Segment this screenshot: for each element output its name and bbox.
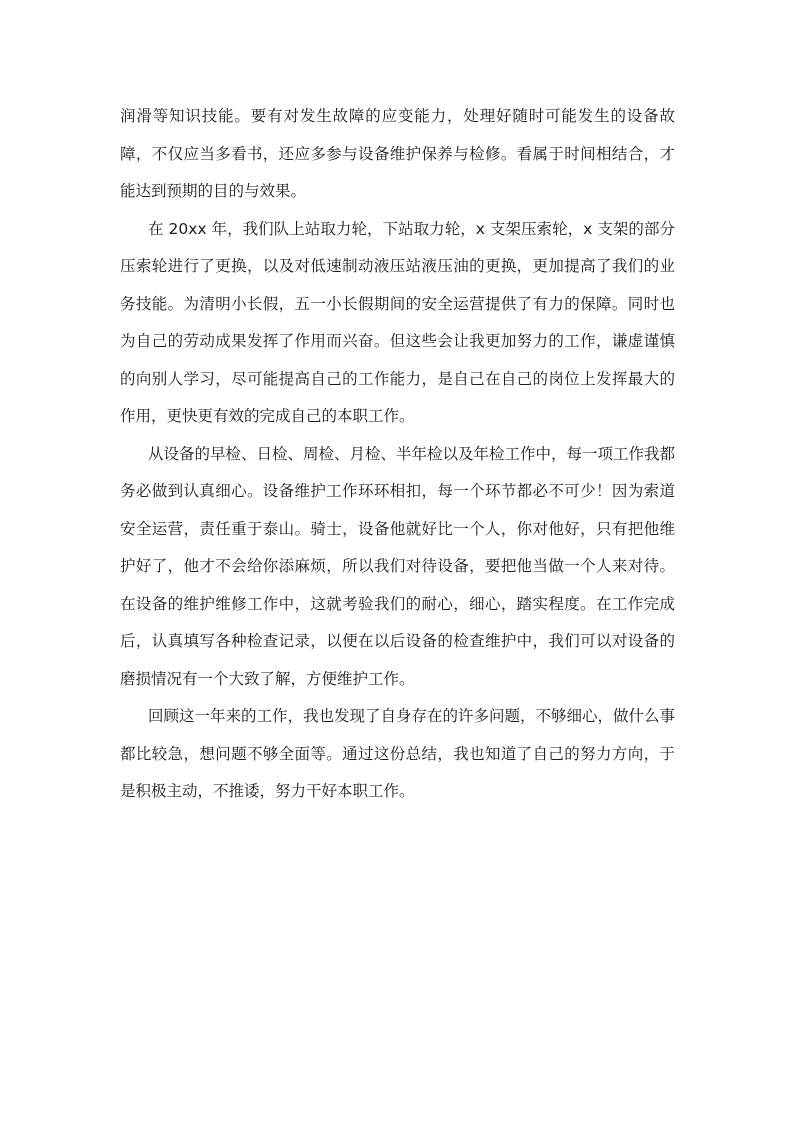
document-body: [120, 98, 675, 811]
paragraph-equipment-replacement: 在 20xx 年，我们队上站取力轮，下站取力轮，x 支架压索轮，x 支架的部分压索轮进行了更换，以及对低速制动液压站液压油的更换，更加提高了我们的业务技能。为清明小长假，五一小长假期间的安全运营提供了有力的保障。同时也为自己的劳动成果发挥了作用而兴奋。但这些会让我更加努力的工作，谦虚谨慎的向别人学习，尽可能提高自己的工作能力，是自己在自己的岗位上发挥最大的作用，更快更有效的完成自己的本职工作。: [120, 219, 675, 425]
paragraph-inspection-work: 从设备的早检、日检、周检、月检、半年检以及年检工作中，每一项工作我都务必做到认真细心。设备维护工作环环相扣，每一个环节都必不可少！因为索道安全运营，责任重于泰山。骑士，设备他就好比一个人，你对他好，只有把他维护好了，他才不会给你添麻烦，所以我们对待设备，要把他当做一个人来对待。在设备的维护维修工作中，这就考验我们的耐心，细心，踏实程度。在工作完成后，认真填写各种检查记录，以便在以后设备的检查维护中，我们可以对设备的磨损情况有一个大致了解，方便维护工作。: [120, 444, 676, 688]
paragraph-self-review: 回顾这一年来的工作，我也发现了自身存在的许多问题，不够细心，做什么事都比较急，想问题不够全面等。通过这份总结，我也知道了自己的努力方向，于是积极主动，不推诿，努力干好本职工作。: [120, 707, 676, 800]
paragraph-continuation: 润滑等知识技能。要有对发生故障的应变能力，处理好随时可能发生的设备故障，不仅应当多看书，还应多参与设备维护保养与检修。看属于时间相结合，才能达到预期的目的与效果。: [120, 107, 675, 200]
